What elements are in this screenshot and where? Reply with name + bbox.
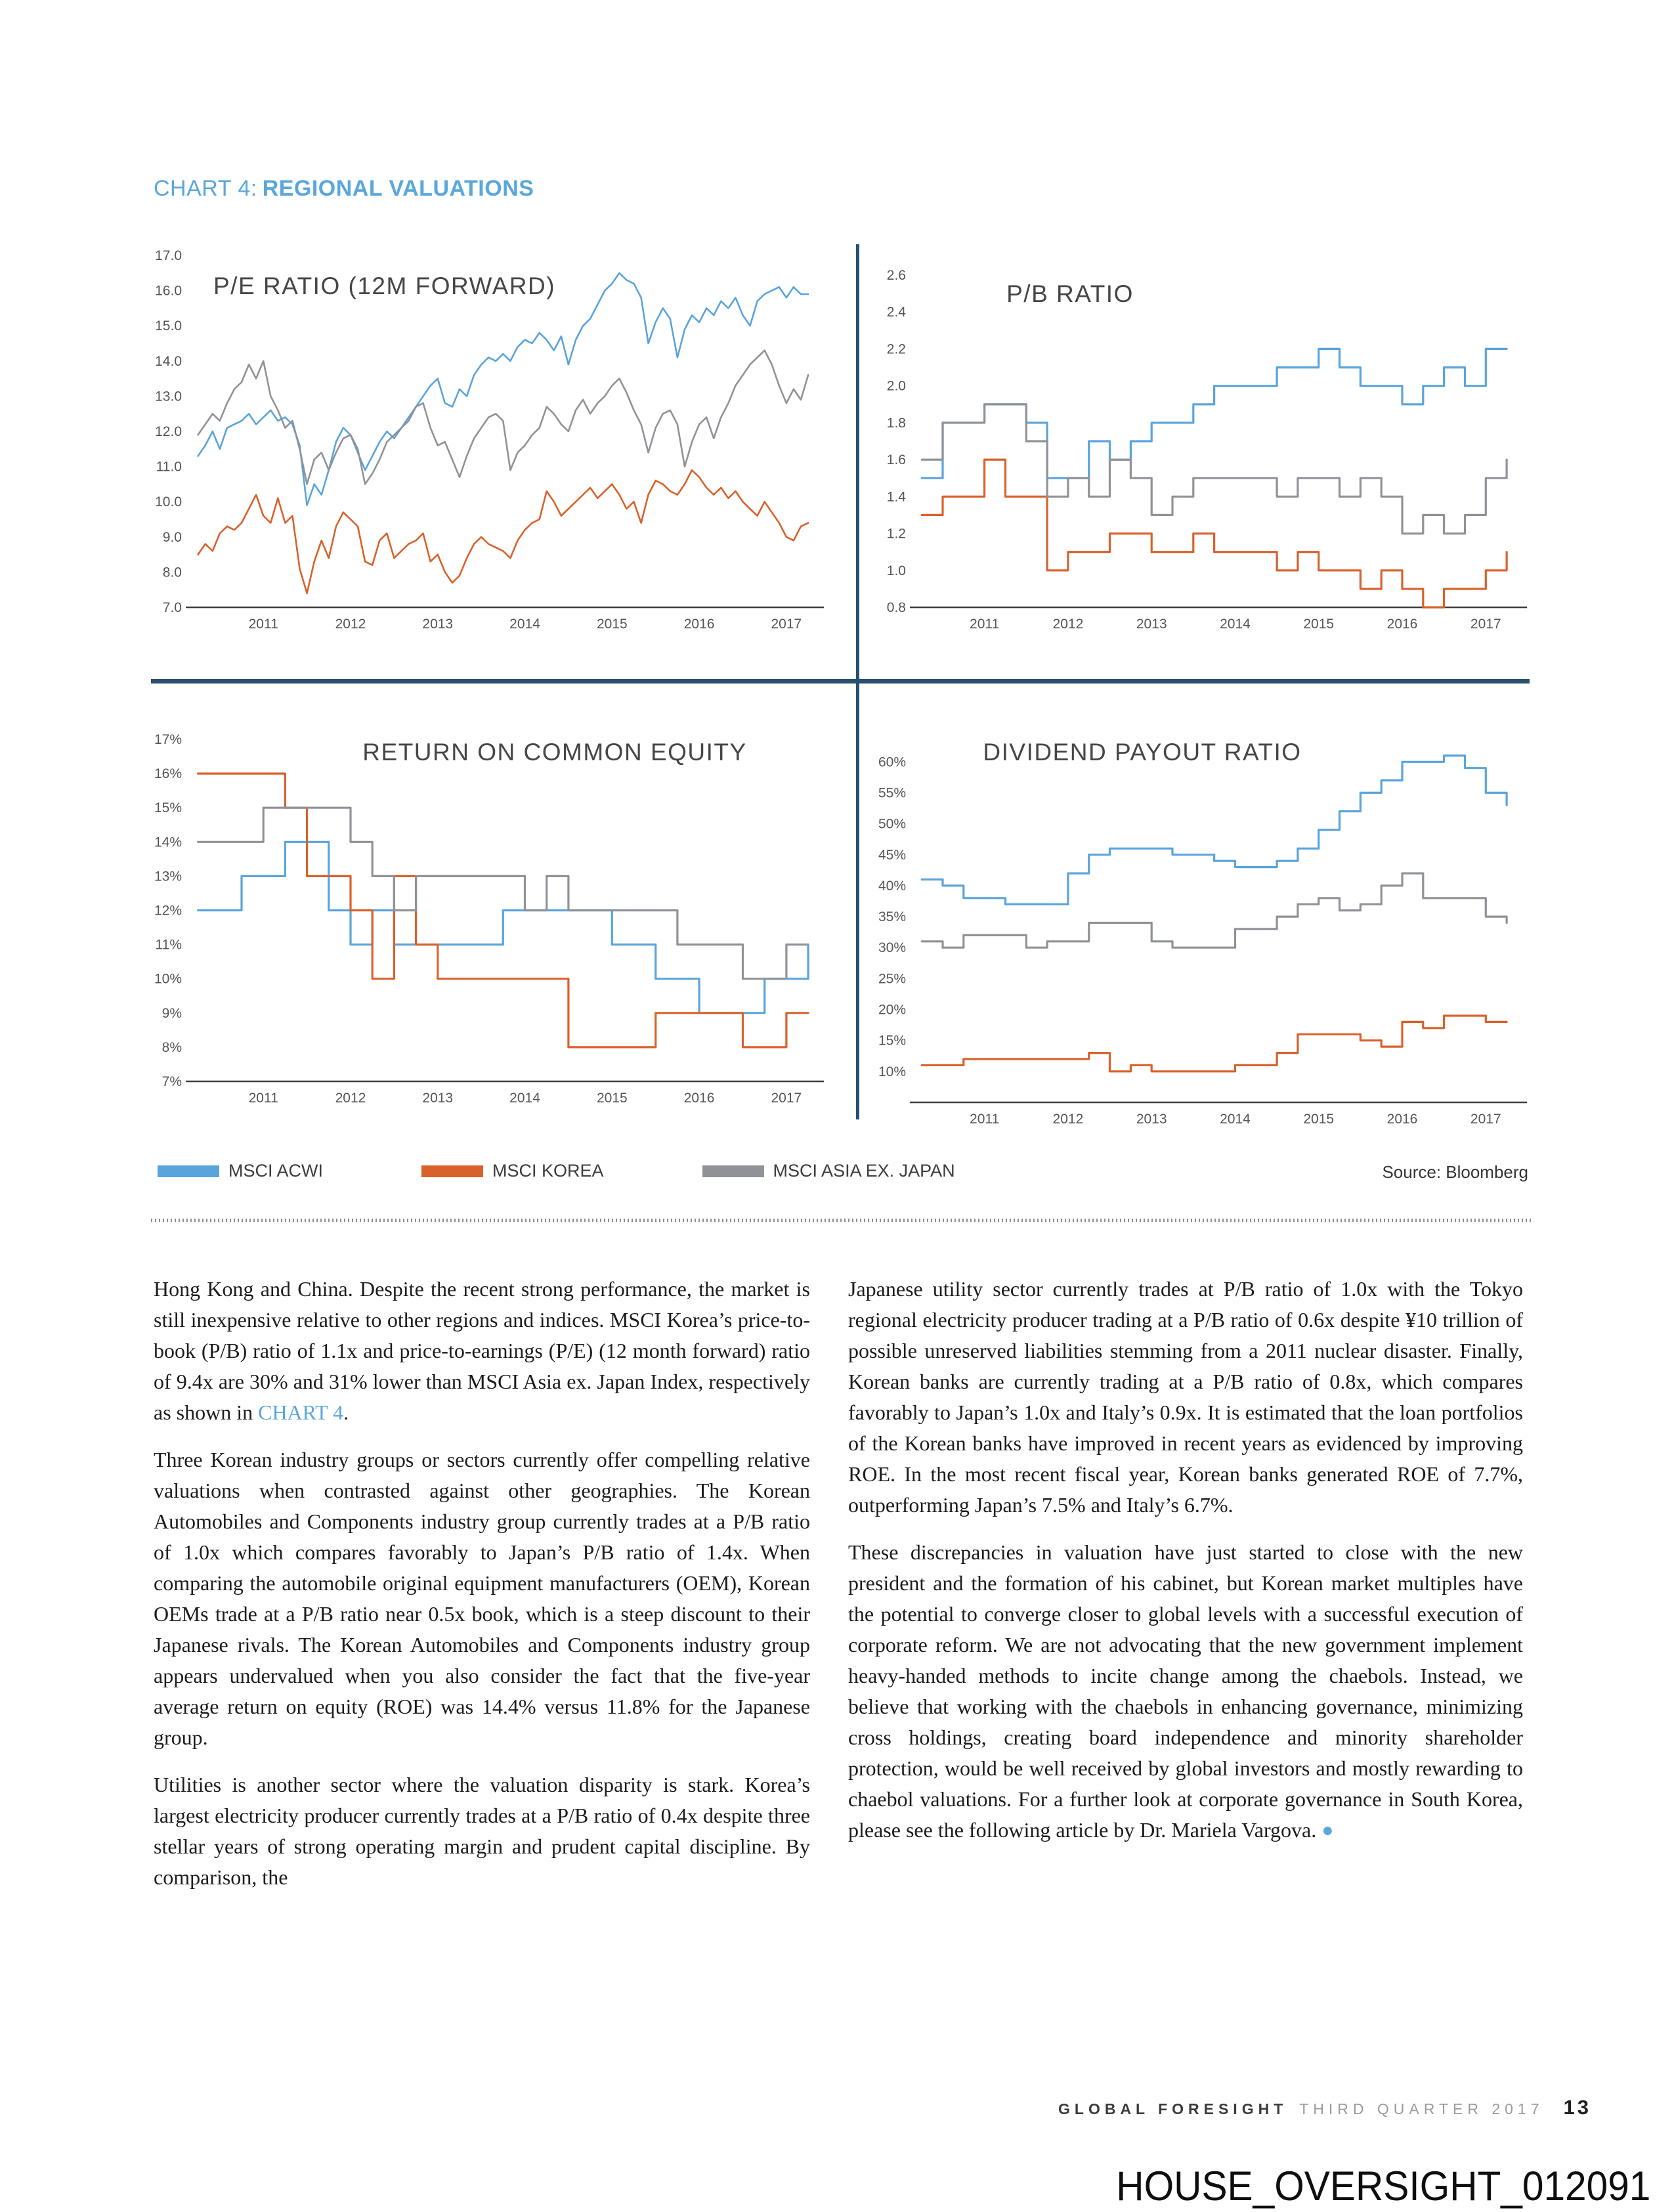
svg-text:P/E RATIO (12M FORWARD): P/E RATIO (12M FORWARD) <box>213 272 556 299</box>
svg-text:2016: 2016 <box>683 1091 715 1106</box>
legend-item-msci-asia-ex-japan <box>702 1161 955 1181</box>
svg-text:10.0: 10.0 <box>155 494 182 510</box>
paragraph-text: . <box>343 1400 349 1424</box>
svg-text:2.2: 2.2 <box>886 341 906 357</box>
dotted-separator <box>151 1219 1531 1222</box>
svg-text:2014: 2014 <box>509 617 540 632</box>
publication-name: GLOBAL FORESIGHT <box>1058 2100 1288 2117</box>
pb-ratio-chart <box>860 242 1531 652</box>
legend-item-msci-acwi <box>158 1161 323 1181</box>
svg-text:2.0: 2.0 <box>886 378 906 394</box>
svg-text:2012: 2012 <box>335 617 366 632</box>
svg-text:2.4: 2.4 <box>886 305 906 320</box>
svg-text:2017: 2017 <box>771 1091 802 1106</box>
svg-text:8%: 8% <box>161 1039 182 1055</box>
svg-text:2011: 2011 <box>970 617 1000 632</box>
svg-text:12.0: 12.0 <box>155 424 182 439</box>
svg-text:2013: 2013 <box>1136 617 1167 632</box>
svg-text:2017: 2017 <box>771 617 802 632</box>
svg-text:2013: 2013 <box>1136 1112 1167 1127</box>
svg-text:9.0: 9.0 <box>162 529 182 545</box>
svg-text:16%: 16% <box>154 766 182 782</box>
paragraph: Utilities is another sector where the valuation disparity is stark. Korea’s largest electricity producer currently trades at a P/B ratio of 0.4x despite three stellar years of strong operating margin and prudent capital discipline. By comparison, the <box>154 1773 810 1889</box>
dividend-payout-ratio-chart <box>860 709 1531 1133</box>
svg-text:10%: 10% <box>878 1064 906 1079</box>
svg-text:14%: 14% <box>154 835 182 850</box>
paragraph-text: These discrepancies in valuation have just started to close with the new president and the formation of his cabinet, but Korean market multiples have the potential to converge closer to global levels with a successful execution of corporate reform. We are not advocating that the new government implement heavy-handed methods to incite change among the chaebols. Instead, we believe that working with the chaebols in enhancing governance, minimizing cross holdings, creating board independence and minority shareholder protection, would be well received by global investors and mostly rewarding to chaebol valuations. For a further look at corporate governance in South Korea, please see the following article by Dr. Mariela Vargova. <box>848 1540 1523 1842</box>
svg-text:2015: 2015 <box>1303 617 1335 632</box>
svg-text:17.0: 17.0 <box>155 248 182 263</box>
chart-section-heading <box>154 176 534 202</box>
page-footer <box>1058 2096 1591 2119</box>
chart4-link[interactable]: CHART 4 <box>258 1400 344 1424</box>
svg-text:40%: 40% <box>878 878 906 894</box>
svg-text:15%: 15% <box>154 800 182 816</box>
end-of-article-dot: ● <box>1321 1819 1334 1841</box>
asia-swatch <box>702 1165 764 1177</box>
legend-label: MSCI ASIA EX. JAPAN <box>773 1161 955 1181</box>
svg-text:1.4: 1.4 <box>886 489 906 505</box>
svg-text:7.0: 7.0 <box>162 600 182 615</box>
article-right-column <box>848 1274 1523 1862</box>
svg-text:P/B RATIO: P/B RATIO <box>1006 280 1134 307</box>
svg-text:9%: 9% <box>161 1005 182 1021</box>
pe-ratio-chart <box>151 242 834 652</box>
svg-text:15.0: 15.0 <box>155 318 182 334</box>
svg-text:DIVIDEND PAYOUT RATIO: DIVIDEND PAYOUT RATIO <box>983 739 1302 766</box>
page-number: 13 <box>1563 2096 1591 2119</box>
svg-text:1.2: 1.2 <box>886 526 906 542</box>
svg-text:11.0: 11.0 <box>156 459 182 475</box>
svg-text:30%: 30% <box>878 940 906 956</box>
svg-text:2016: 2016 <box>1386 1112 1418 1127</box>
svg-text:2014: 2014 <box>509 1091 540 1106</box>
svg-text:RETURN ON COMMON EQUITY: RETURN ON COMMON EQUITY <box>362 739 747 766</box>
svg-text:60%: 60% <box>878 754 906 770</box>
source-attribution: Source: Bloomberg <box>1382 1162 1528 1182</box>
vertical-divider <box>856 244 859 1119</box>
svg-text:13.0: 13.0 <box>155 389 182 404</box>
legend-label: MSCI ACWI <box>228 1161 324 1181</box>
paragraph: Japanese utility sector currently trades at P/B ratio of 1.0x with the Tokyo regional electricity producer trading at a P/B ratio of 0.6x despite ¥10 trillion of possible unreserved liabilities stemming from a 2011 nuclear disaster. Finally, Korean banks are currently trading at a P/B ratio of 0.8x, which compares favorably to Japan’s 1.0x and Italy’s 0.9x. It is estimated that the loan portfolios of the Korean banks have improved in recent years as evidenced by improving ROE. In the most recent fiscal year, Korean banks generated ROE of 7.7%, outperforming Japan’s 7.5% and Italy’s 6.7%. <box>848 1277 1523 1517</box>
svg-text:14.0: 14.0 <box>155 353 182 369</box>
svg-text:7%: 7% <box>161 1074 182 1089</box>
svg-text:1.0: 1.0 <box>886 563 906 578</box>
svg-text:2011: 2011 <box>248 617 278 632</box>
svg-text:17%: 17% <box>154 732 182 747</box>
svg-text:11%: 11% <box>155 937 182 953</box>
svg-text:16.0: 16.0 <box>155 283 182 299</box>
svg-text:2011: 2011 <box>970 1112 1000 1127</box>
svg-text:2011: 2011 <box>248 1091 278 1106</box>
acwi-swatch <box>158 1165 219 1177</box>
paragraph: Three Korean industry groups or sectors currently offer compelling relative valuations when contrasted against other geographies. The Korean Automobiles and Components industry group currently trades at a P/B ratio of 1.0x which compares favorably to Japan’s P/B ratio of 1.4x. When comparing the automobile original equipment manufacturers (OEM), Korean OEMs trade at a P/B ratio near 0.5x book, which is a steep discount to their Japanese rivals. The Korean Automobiles and Components industry group appears undervalued when you also consider the fact that the five-year average return on equity (ROE) was 14.4% versus 11.8% for the Japanese group. <box>154 1448 810 1749</box>
paragraph-text: Hong Kong and China. Despite the recent strong performance, the market is still inexpensive relative to other regions and indices. MSCI Korea’s price-to-book (P/B) ratio of 1.1x and price-to-earnings (P/E) (12 month forward) ratio of 9.4x are 30% and 31% lower than MSCI Asia ex. Japan Index, respectively as shown in <box>154 1277 810 1424</box>
svg-text:2.6: 2.6 <box>886 268 906 283</box>
svg-text:2017: 2017 <box>1470 617 1501 632</box>
svg-text:2016: 2016 <box>683 617 715 632</box>
svg-text:2013: 2013 <box>422 1091 454 1106</box>
svg-text:13%: 13% <box>154 869 182 884</box>
svg-text:55%: 55% <box>878 785 906 801</box>
svg-text:2015: 2015 <box>1303 1112 1335 1127</box>
legend-label: MSCI KOREA <box>492 1161 604 1181</box>
chart-heading-title: REGIONAL VALUATIONS <box>262 176 534 201</box>
svg-text:45%: 45% <box>878 847 906 863</box>
svg-text:2014: 2014 <box>1220 1112 1251 1127</box>
svg-text:2013: 2013 <box>422 617 454 632</box>
paragraph <box>848 1537 1523 1846</box>
svg-text:10%: 10% <box>154 971 182 987</box>
article-left-column <box>154 1274 810 1909</box>
svg-text:2012: 2012 <box>335 1091 366 1106</box>
svg-text:2014: 2014 <box>1220 617 1251 632</box>
chart-legend <box>158 1161 1054 1181</box>
svg-text:2015: 2015 <box>596 1091 628 1106</box>
svg-text:15%: 15% <box>878 1033 906 1049</box>
korea-swatch <box>421 1165 483 1177</box>
svg-text:1.8: 1.8 <box>886 415 906 431</box>
svg-text:2015: 2015 <box>596 617 628 632</box>
svg-text:20%: 20% <box>878 1002 906 1018</box>
svg-text:8.0: 8.0 <box>162 565 182 580</box>
svg-text:0.8: 0.8 <box>886 600 906 615</box>
svg-text:12%: 12% <box>154 903 182 919</box>
svg-text:2012: 2012 <box>1052 617 1084 632</box>
paragraph <box>154 1274 810 1428</box>
chart-heading-prefix: CHART 4: <box>154 176 257 201</box>
bates-stamp-watermark: HOUSE_OVERSIGHT_012091 <box>1115 2163 1650 2209</box>
svg-text:1.6: 1.6 <box>886 452 906 468</box>
svg-text:2017: 2017 <box>1470 1112 1501 1127</box>
svg-text:25%: 25% <box>878 971 906 987</box>
issue-label: THIRD QUARTER 2017 <box>1299 2100 1544 2117</box>
svg-text:2012: 2012 <box>1052 1112 1084 1127</box>
return-on-common-equity-chart <box>151 709 834 1123</box>
svg-text:2016: 2016 <box>1386 617 1418 632</box>
horizontal-divider <box>151 679 1530 683</box>
legend-item-msci-korea <box>421 1161 604 1181</box>
svg-text:35%: 35% <box>878 909 906 925</box>
svg-text:50%: 50% <box>878 816 906 832</box>
